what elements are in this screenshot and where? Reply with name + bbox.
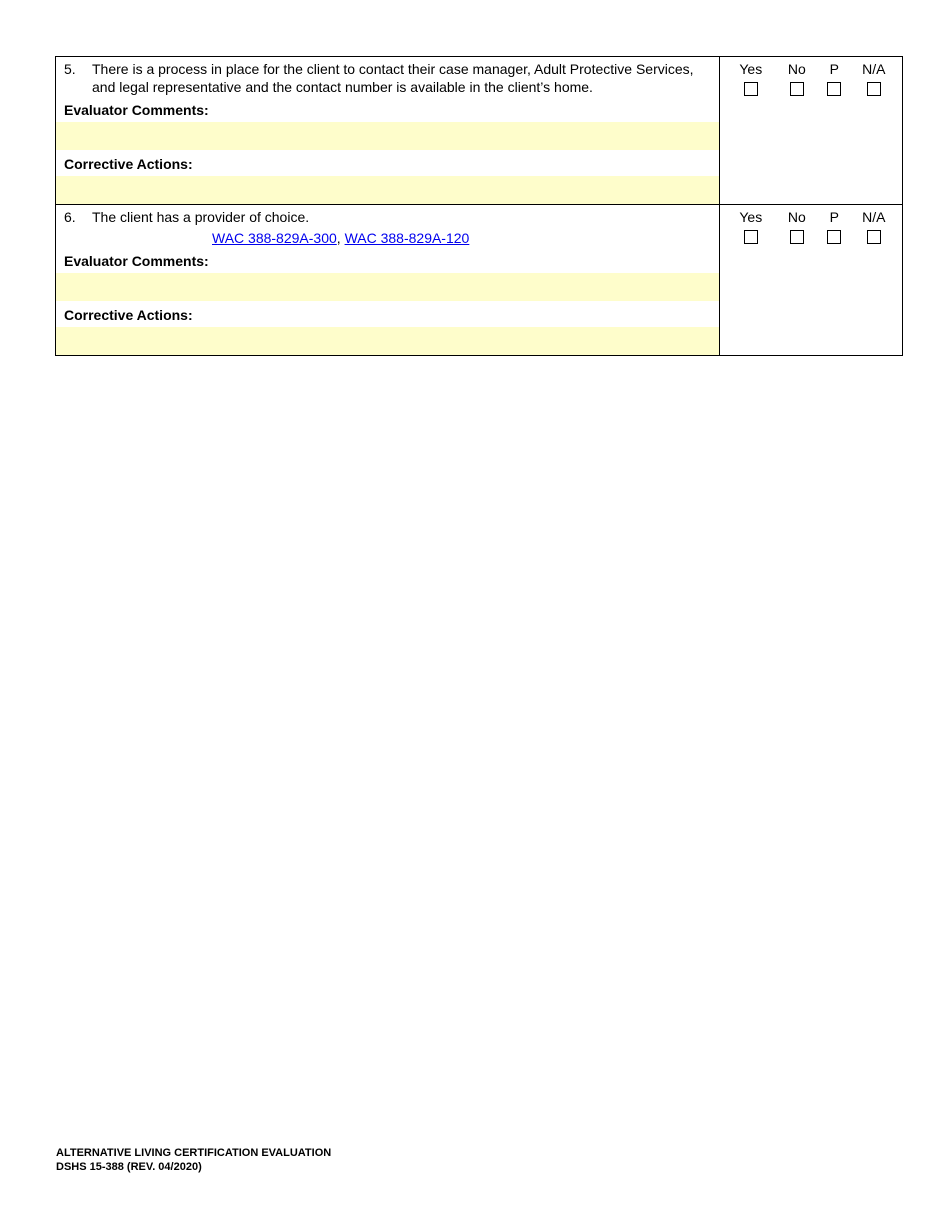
question-row-5 [56,57,903,205]
answer-cell [719,205,902,356]
answer-checkboxes [720,82,902,96]
evaluator-comments-input[interactable] [56,122,719,150]
checkbox-yes[interactable] [744,82,758,96]
option-yes-label: Yes [739,209,763,225]
evaluator-comments-input[interactable] [56,273,719,301]
answer-options-header [720,205,902,226]
evaluator-comments-label: Evaluator Comments: [64,102,209,118]
checkbox-na[interactable] [867,230,881,244]
corrective-actions-field[interactable] [56,327,719,355]
evaluation-table [55,56,903,356]
checkbox-no[interactable] [790,230,804,244]
option-na-label: N/A [862,209,886,225]
question-number: 6. [64,209,76,225]
question-text-block [56,205,719,247]
option-no-label: No [787,61,806,77]
question-cell [56,205,720,356]
checkbox-yes[interactable] [744,230,758,244]
answer-cell [719,57,902,205]
wac-link-300[interactable]: WAC 388-829A-300 [212,230,337,246]
evaluator-comments-field[interactable] [56,273,719,301]
reference-separator: , [336,230,345,246]
checkbox-no[interactable] [790,82,804,96]
checkbox-na[interactable] [867,82,881,96]
option-no-label: No [787,209,806,225]
form-title: ALTERNATIVE LIVING CERTIFICATION EVALUATION [56,1147,332,1159]
option-p-label: P [829,61,839,77]
question-number: 5. [64,61,76,77]
page-footer [56,1146,331,1174]
checkbox-p[interactable] [827,82,841,96]
option-p-label: P [829,209,839,225]
corrective-actions-input[interactable] [56,176,719,204]
wac-link-120[interactable]: WAC 388-829A-120 [344,230,470,246]
question-text: The client has a provider of choice. [92,209,310,225]
corrective-actions-label: Corrective Actions: [64,156,193,172]
corrective-actions-field[interactable] [56,176,719,204]
question-text-block [56,57,719,96]
question-text: There is a process in place for the client to contact their case manager, Adult Protective Services, and legal representative and the contact number is available in the client’s home. [92,61,694,95]
question-row-6 [56,205,903,356]
regulation-references [92,229,711,247]
question-cell [56,57,720,205]
form-id: DSHS 15-388 (REV. 04/2020) [56,1161,202,1173]
answer-checkboxes [720,230,902,244]
evaluator-comments-label: Evaluator Comments: [64,253,209,269]
checkbox-p[interactable] [827,230,841,244]
evaluator-comments-field[interactable] [56,122,719,150]
corrective-actions-input[interactable] [56,327,719,355]
option-na-label: N/A [862,61,886,77]
option-yes-label: Yes [739,61,763,77]
corrective-actions-label: Corrective Actions: [64,307,193,323]
answer-options-header [720,57,902,78]
